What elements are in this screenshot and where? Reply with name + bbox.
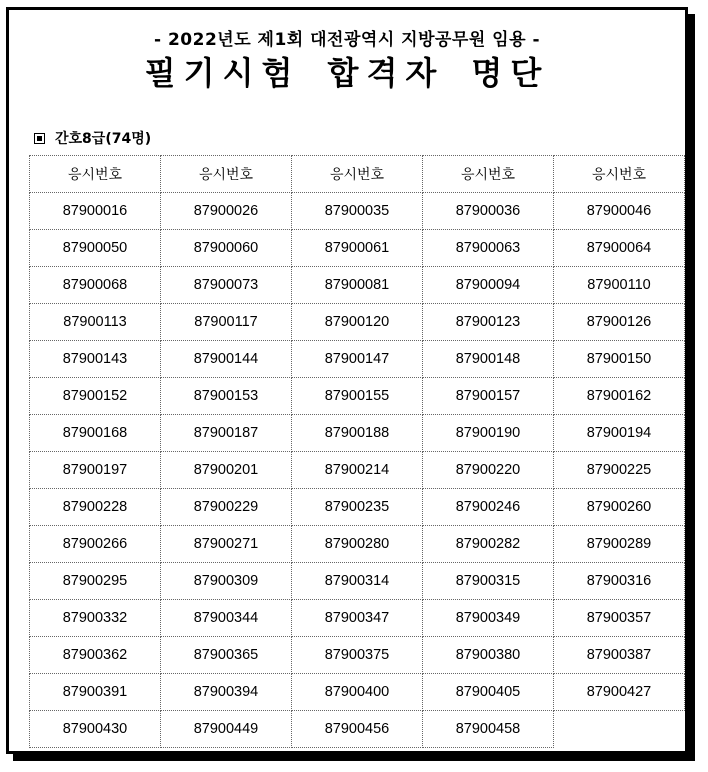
section-heading [34,128,151,148]
applicant-number-cell: 87900394 [161,674,292,711]
applicant-number-cell: 87900430 [30,711,161,748]
applicant-number-table [29,155,685,748]
document-frame [6,7,688,754]
applicant-number-cell: 87900036 [423,193,554,230]
table-row [30,230,685,267]
applicant-number-cell: 87900266 [30,526,161,563]
empty-cell [554,711,685,748]
applicant-number-cell: 87900380 [423,637,554,674]
section-label: 간호8급(74명) [55,131,152,147]
applicant-number-cell: 87900064 [554,230,685,267]
table-row [30,267,685,304]
table-row [30,452,685,489]
table-header-row [30,156,685,193]
applicant-number-cell: 87900246 [423,489,554,526]
applicant-number-cell: 87900344 [161,600,292,637]
applicant-number-cell: 87900094 [423,267,554,304]
applicant-number-cell: 87900316 [554,563,685,600]
table-row [30,711,685,748]
applicant-number-cell: 87900229 [161,489,292,526]
applicant-number-cell: 87900194 [554,415,685,452]
table-row [30,415,685,452]
applicant-number-cell: 87900016 [30,193,161,230]
applicant-number-cell: 87900046 [554,193,685,230]
column-header: 응시번호 [30,156,161,193]
applicant-number-cell: 87900332 [30,600,161,637]
applicant-number-cell: 87900153 [161,378,292,415]
applicant-number-cell: 87900400 [292,674,423,711]
applicant-number-cell: 87900314 [292,563,423,600]
table-row [30,637,685,674]
applicant-number-cell: 87900162 [554,378,685,415]
applicant-number-cell: 87900405 [423,674,554,711]
applicant-number-cell: 87900220 [423,452,554,489]
applicant-number-cell: 87900035 [292,193,423,230]
applicant-number-cell: 87900148 [423,341,554,378]
applicant-number-cell: 87900309 [161,563,292,600]
applicant-number-cell: 87900347 [292,600,423,637]
applicant-number-cell: 87900235 [292,489,423,526]
applicant-number-cell: 87900155 [292,378,423,415]
applicant-number-cell: 87900063 [423,230,554,267]
applicant-number-cell: 87900357 [554,600,685,637]
column-header: 응시번호 [292,156,423,193]
applicant-number-cell: 87900187 [161,415,292,452]
applicant-number-cell: 87900225 [554,452,685,489]
applicant-number-cell: 87900168 [30,415,161,452]
table-row [30,600,685,637]
applicant-number-cell: 87900349 [423,600,554,637]
applicant-number-cell: 87900282 [423,526,554,563]
applicant-number-cell: 87900260 [554,489,685,526]
applicant-number-cell: 87900391 [30,674,161,711]
column-header: 응시번호 [554,156,685,193]
applicant-number-cell: 87900197 [30,452,161,489]
applicant-number-cell: 87900201 [161,452,292,489]
table-row [30,563,685,600]
applicant-number-cell: 87900110 [554,267,685,304]
applicant-number-cell: 87900427 [554,674,685,711]
applicant-number-cell: 87900068 [30,267,161,304]
applicant-number-cell: 87900117 [161,304,292,341]
document-subtitle: - 2022년도 제1회 대전광역시 지방공무원 임용 - [153,30,541,50]
table-row [30,526,685,563]
applicant-number-cell: 87900228 [30,489,161,526]
applicant-number-cell: 87900214 [292,452,423,489]
applicant-number-cell: 87900190 [423,415,554,452]
applicant-number-cell: 87900188 [292,415,423,452]
applicant-number-cell: 87900150 [554,341,685,378]
applicant-number-cell: 87900073 [161,267,292,304]
applicant-number-cell: 87900280 [292,526,423,563]
applicant-number-cell: 87900120 [292,304,423,341]
applicant-number-cell: 87900315 [423,563,554,600]
table-row [30,489,685,526]
table-row [30,674,685,711]
applicant-number-cell: 87900126 [554,304,685,341]
applicant-number-cell: 87900026 [161,193,292,230]
table-row [30,341,685,378]
applicant-number-cell: 87900362 [30,637,161,674]
document-title: 필기시험 합격자 명단 [144,54,550,92]
applicant-number-cell: 87900289 [554,526,685,563]
applicant-number-cell: 87900060 [161,230,292,267]
applicant-number-cell: 87900365 [161,637,292,674]
applicant-number-cell: 87900375 [292,637,423,674]
table-row [30,304,685,341]
applicant-number-cell: 87900449 [161,711,292,748]
applicant-number-cell: 87900152 [30,378,161,415]
applicant-number-cell: 87900144 [161,341,292,378]
column-header: 응시번호 [161,156,292,193]
applicant-number-cell: 87900050 [30,230,161,267]
applicant-number-cell: 87900271 [161,526,292,563]
applicant-number-cell: 87900456 [292,711,423,748]
applicant-number-cell: 87900143 [30,341,161,378]
applicant-number-cell: 87900061 [292,230,423,267]
applicant-number-cell: 87900295 [30,563,161,600]
table-row [30,378,685,415]
square-bullet-icon [34,133,45,144]
table-row [30,193,685,230]
applicant-number-cell: 87900123 [423,304,554,341]
applicant-number-cell: 87900081 [292,267,423,304]
applicant-number-cell: 87900387 [554,637,685,674]
applicant-number-cell: 87900147 [292,341,423,378]
applicant-number-cell: 87900458 [423,711,554,748]
applicant-number-cell: 87900157 [423,378,554,415]
applicant-number-cell: 87900113 [30,304,161,341]
column-header: 응시번호 [423,156,554,193]
